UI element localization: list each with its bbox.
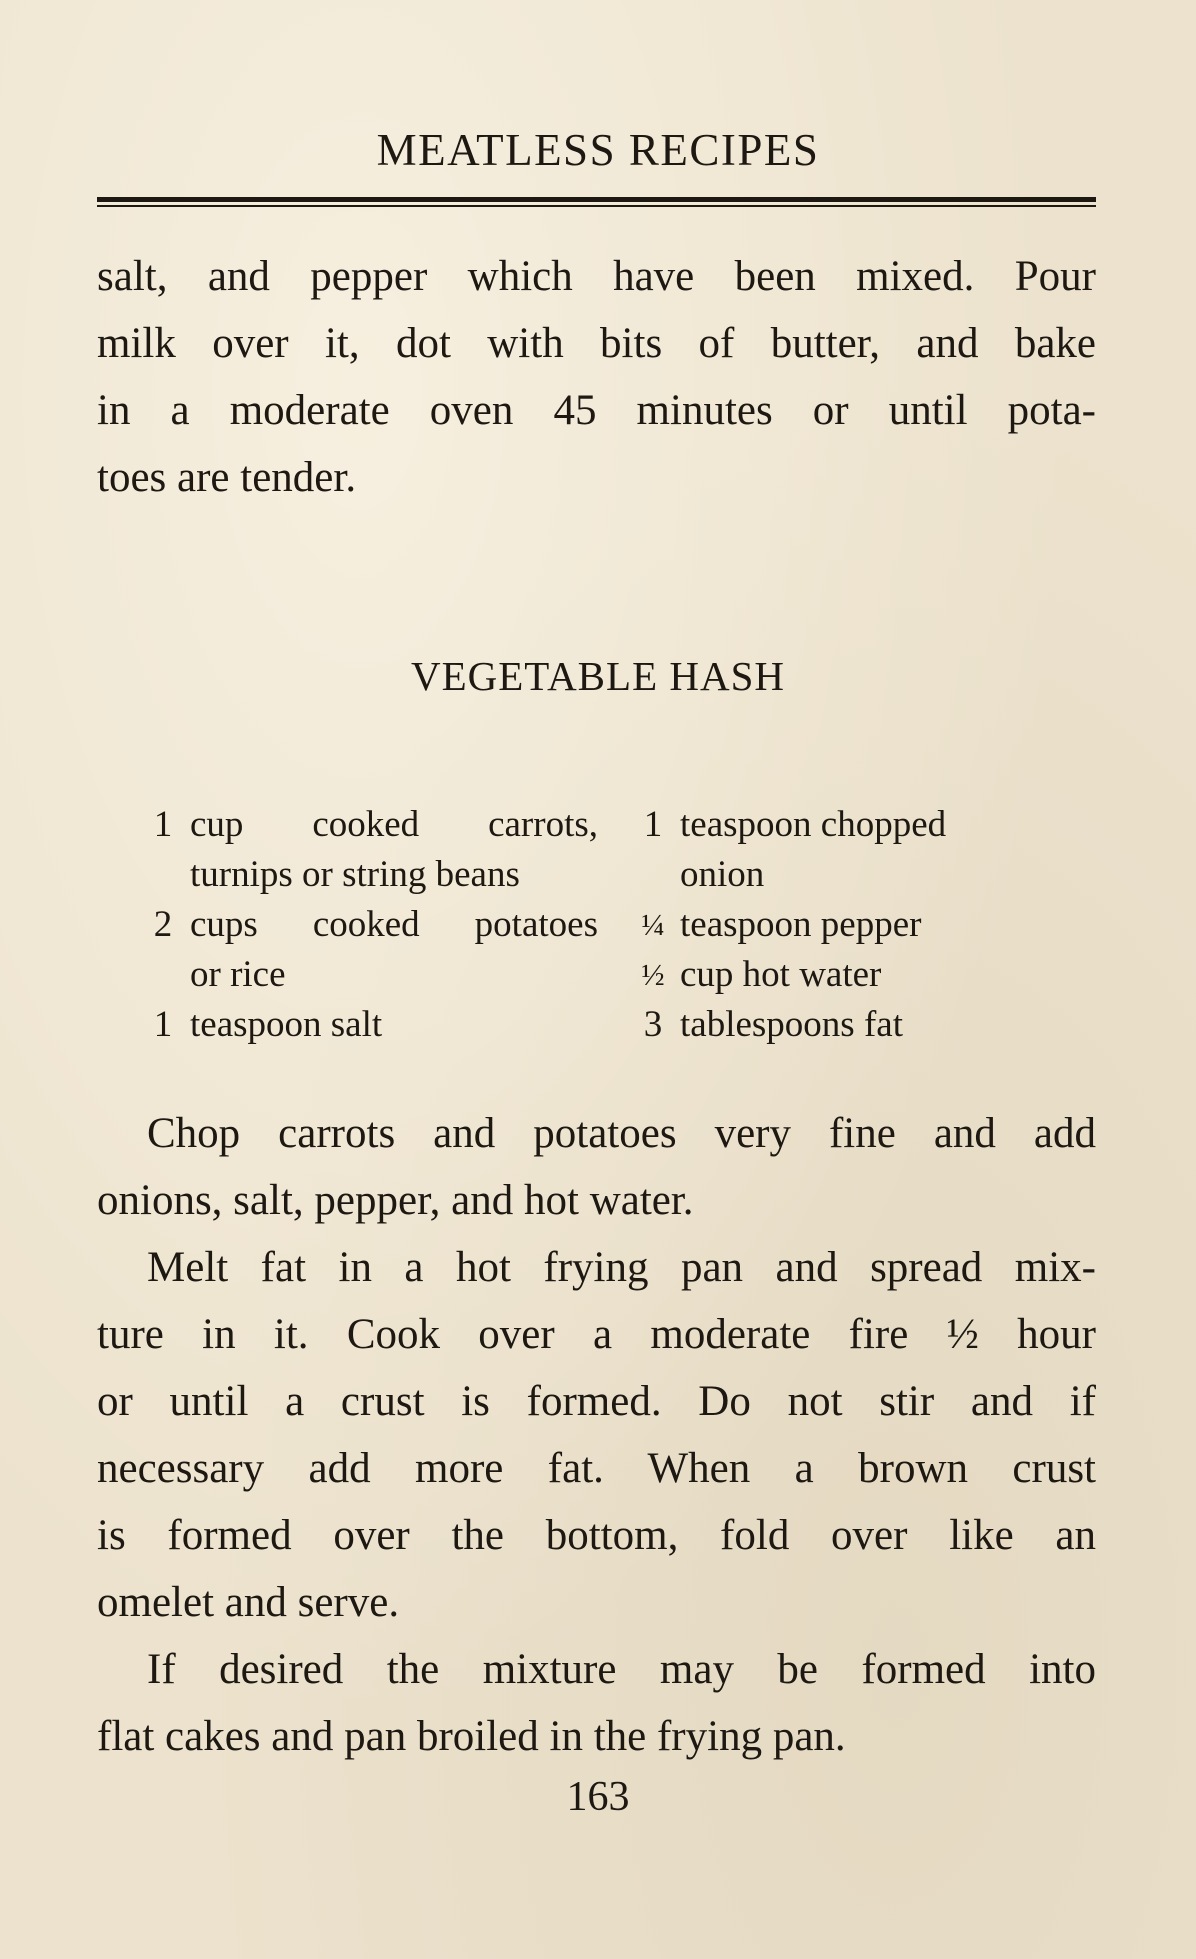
ingredient-item [146, 1000, 598, 1050]
text-line: onions, salt, pepper, and hot water. [97, 1177, 694, 1224]
ingredient-text: onion [680, 854, 765, 895]
text-line: omelet and serve. [97, 1579, 400, 1626]
ingredient-list [146, 800, 1046, 1060]
page-number: 163 [566, 1774, 630, 1820]
ingredient-item [636, 1000, 1046, 1050]
intro-paragraph [97, 243, 1096, 511]
ingredient-text: tablespoons fat [680, 1004, 903, 1045]
text-line: milk over it, dot with bits of butter, and bake [97, 320, 1096, 367]
text-line: toes are tender. [97, 454, 357, 501]
running-head: MEATLESS RECIPES [376, 125, 820, 175]
ingredient-text: teaspoon chopped [680, 804, 947, 845]
ingredient-text: cup cooked carrots, [190, 804, 598, 845]
ingredient-text: turnips or string beans [190, 854, 520, 895]
ingredient-item [146, 800, 598, 900]
text-line: or until a crust is formed. Do not stir and if [97, 1378, 1096, 1425]
ingredient-text: teaspoon pepper [680, 904, 922, 945]
method-paragraph [97, 1100, 1096, 1234]
ingredient-quantity: 2 [153, 904, 173, 945]
ingredient-item [636, 800, 1046, 900]
ingredient-quantity: 1 [153, 1004, 173, 1045]
ingredient-item [636, 900, 1046, 950]
ingredient-item [146, 900, 598, 1000]
ingredient-quantity: 1 [643, 804, 663, 845]
ingredient-quantity: 1 [153, 804, 173, 845]
ingredient-text: cups cooked potatoes [190, 904, 598, 945]
ingredient-quantity: 3 [643, 1004, 663, 1045]
ingredient-quantity: ½ [641, 957, 665, 992]
ingredient-column-right [636, 800, 1046, 1050]
text-line: in a moderate oven 45 minutes or until pota- [97, 387, 1096, 434]
header-rule-thin [97, 205, 1096, 207]
ingredient-text: or rice [190, 954, 286, 995]
method-paragraph [97, 1636, 1096, 1770]
recipe-title: VEGETABLE HASH [411, 653, 785, 699]
ingredient-item [636, 950, 1046, 1000]
text-line: is formed over the bottom, fold over like an [97, 1512, 1096, 1559]
ingredient-text: teaspoon salt [190, 1004, 383, 1045]
text-line: Melt fat in a hot frying pan and spread mix- [147, 1244, 1096, 1291]
text-line: salt, and pepper which have been mixed. Pour [97, 253, 1096, 300]
text-line: ture in it. Cook over a moderate fire ½ hour [97, 1311, 1096, 1358]
text-line: If desired the mixture may be formed into [147, 1646, 1096, 1693]
header-rule-thick [97, 197, 1096, 202]
text-line: flat cakes and pan broiled in the frying pan. [97, 1713, 846, 1760]
text-line: necessary add more fat. When a brown crust [97, 1445, 1096, 1492]
ingredient-quantity: ¼ [641, 907, 665, 942]
header-double-rule [97, 197, 1096, 210]
method-paragraph [97, 1234, 1096, 1636]
ingredient-column-left [146, 800, 598, 1050]
ingredient-text: cup hot water [680, 954, 882, 995]
text-line: Chop carrots and potatoes very fine and add [147, 1110, 1096, 1157]
